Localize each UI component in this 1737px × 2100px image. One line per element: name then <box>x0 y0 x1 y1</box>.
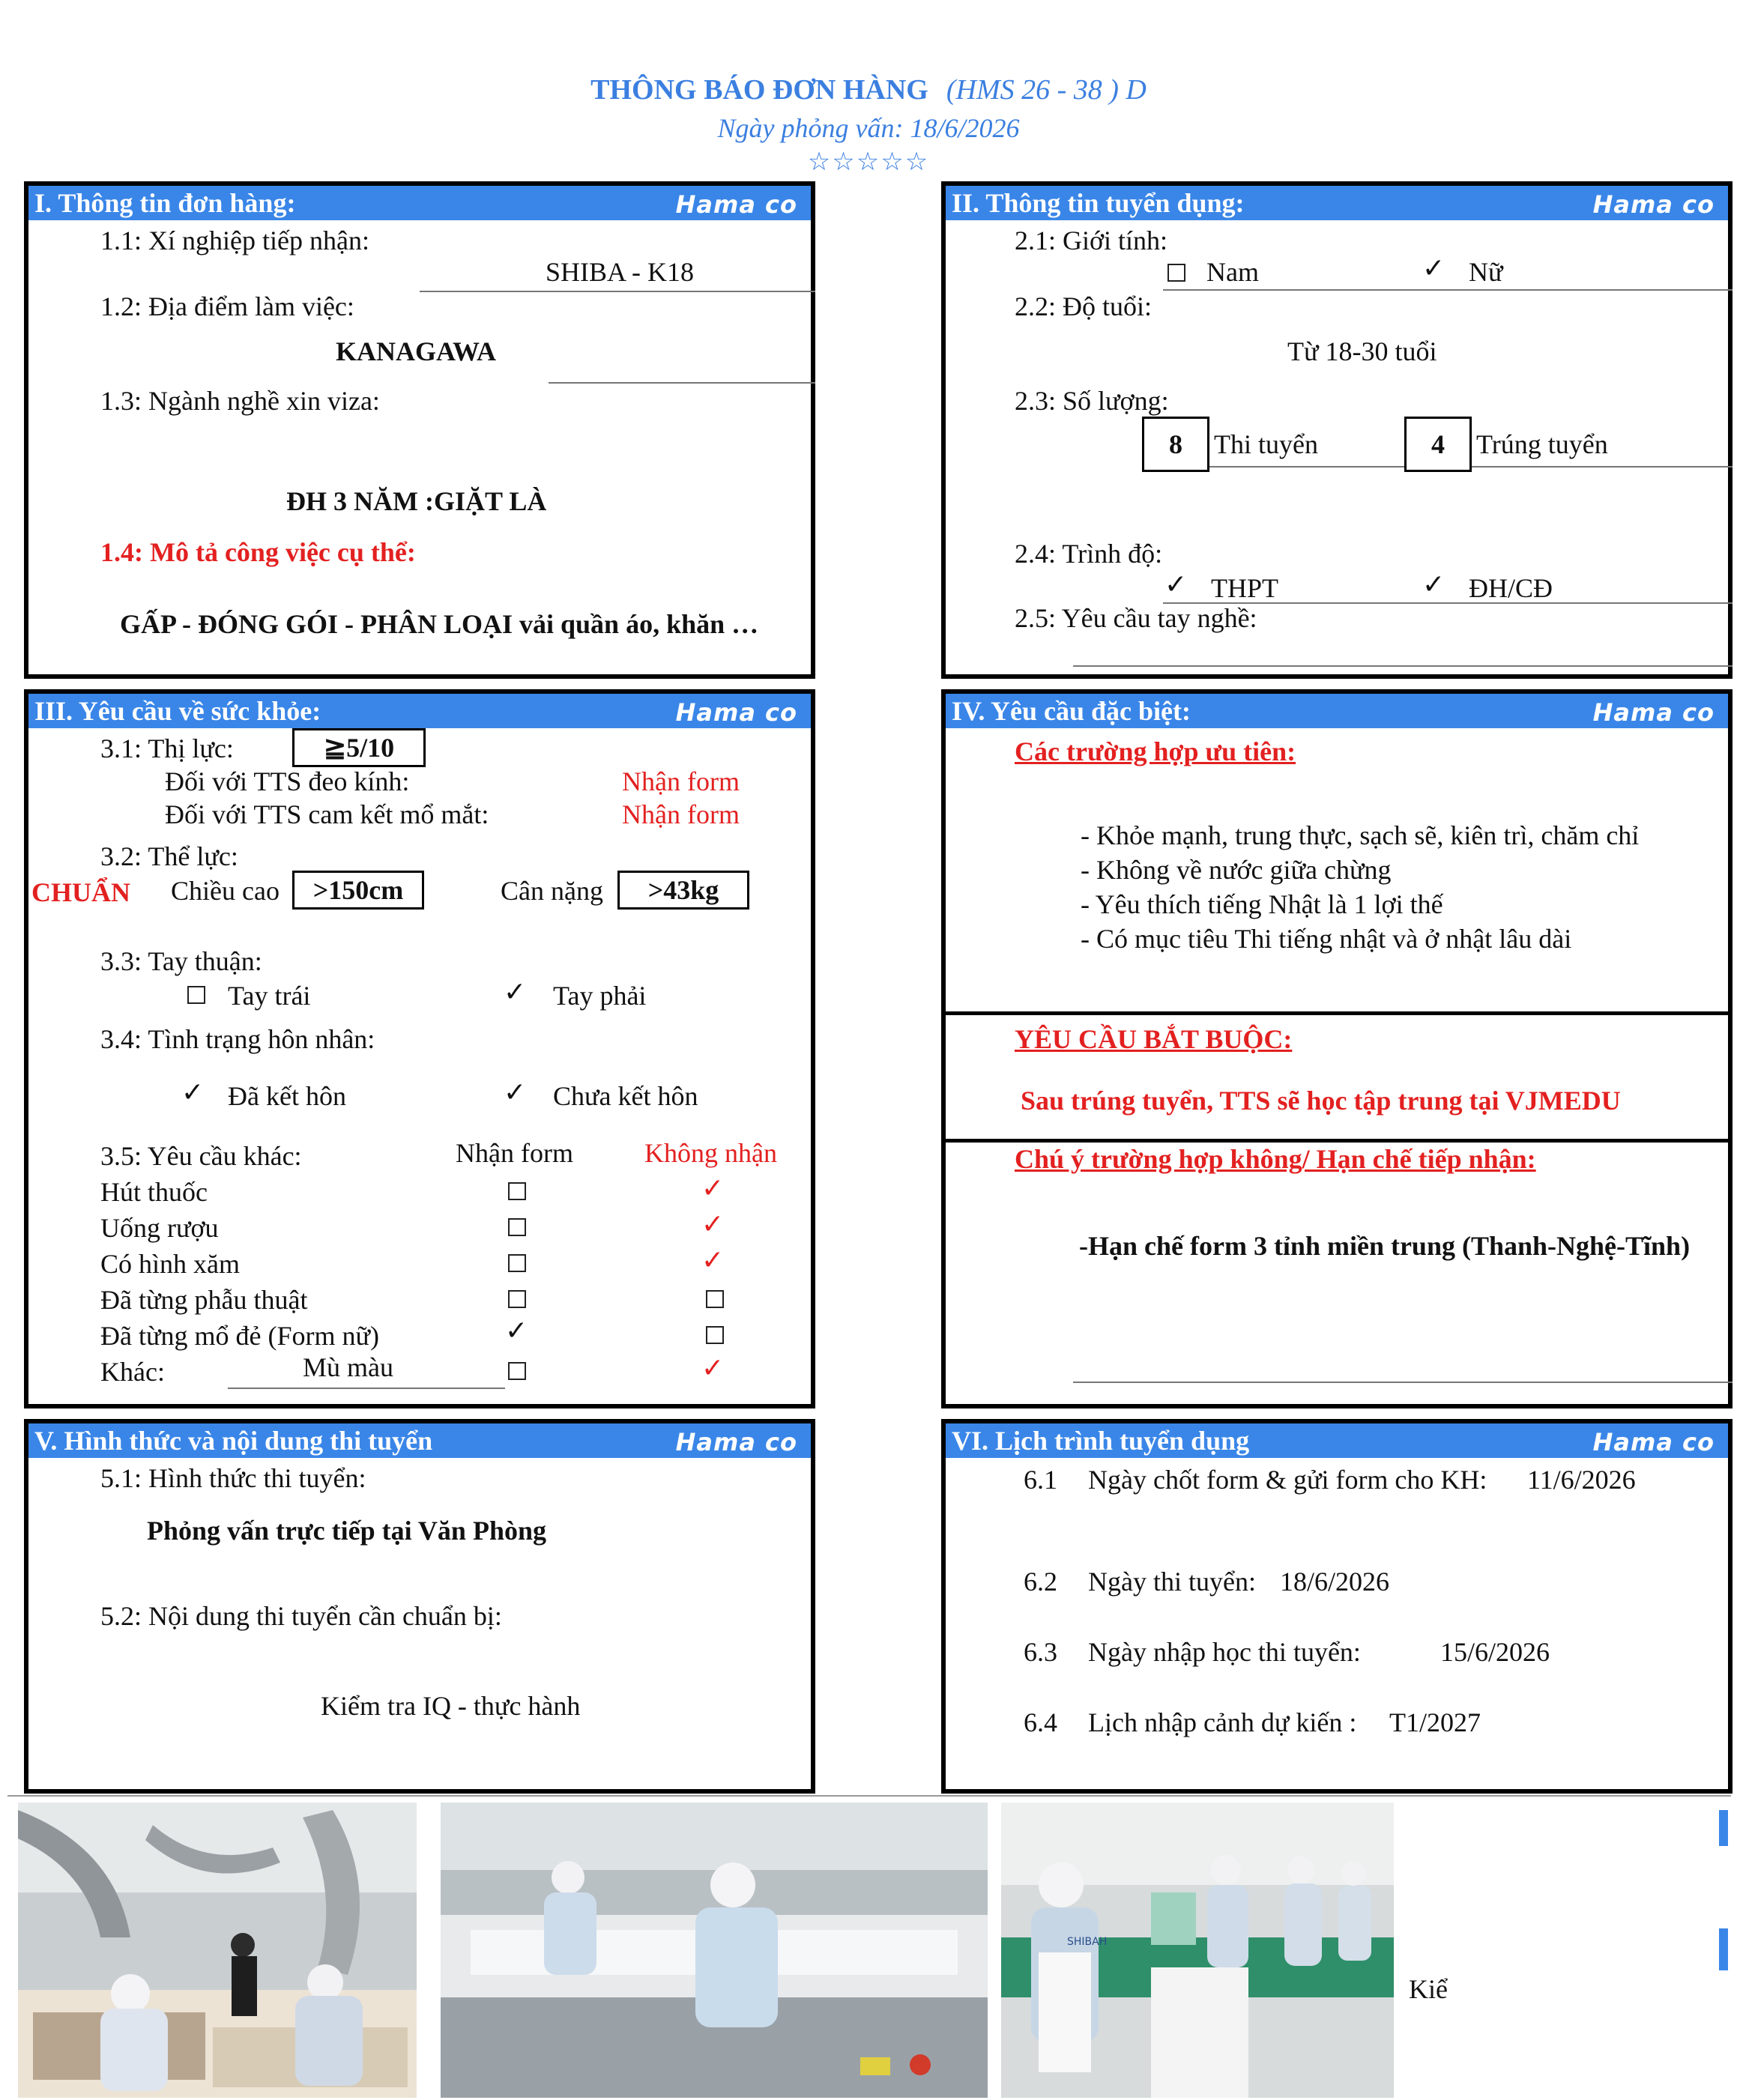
pass-label: Trúng tuyển <box>1476 429 1608 459</box>
priority-heading: Các trường hợp ưu tiên: <box>1015 736 1296 766</box>
underline <box>1209 466 1404 467</box>
checkbox-accept[interactable] <box>508 1362 526 1380</box>
check-icon[interactable]: ✓ <box>701 1245 725 1276</box>
section-title: I. Thông tin đơn hàng: <box>34 188 296 218</box>
weight-box: >43kg <box>617 871 749 910</box>
label-1-1: 1.1: Xí nghiệp tiếp nhận: <box>100 226 369 255</box>
shirt-badge: SHIBAH <box>1067 1936 1108 1948</box>
check-icon[interactable]: ✓ <box>1422 569 1446 600</box>
hamaco-logo: Hama co <box>1592 698 1715 727</box>
mandatory-heading: YÊU CẦU BẮT BUỘC: <box>1015 1024 1293 1054</box>
factory-photo-2 <box>441 1803 988 2098</box>
mandatory-value: Sau trúng tuyển, TTS sẽ học tập trung tại VJMEDU <box>1021 1086 1621 1116</box>
eye-surgery-value: Nhận form <box>622 799 740 829</box>
underline <box>228 1388 505 1389</box>
weight-label: Cân nặng <box>501 876 603 906</box>
company-value: SHIBA - K18 <box>546 257 695 287</box>
left-hand-label: Tay trái <box>228 981 311 1011</box>
row-label: Ngày nhập học thi tuyển: <box>1088 1637 1361 1667</box>
standard-label: CHUẨN <box>31 877 130 907</box>
underline <box>1163 289 1733 291</box>
check-icon[interactable]: ✓ <box>505 1316 528 1346</box>
label-3-4: 3.4: Tình trạng hôn nhân: <box>100 1024 375 1054</box>
label-1-2: 1.2: Địa điểm làm việc: <box>100 291 354 321</box>
row-label: Ngày chốt form & gửi form cho KH: <box>1088 1465 1487 1495</box>
row-label: Đã từng phẫu thuật <box>100 1285 308 1315</box>
section-header <box>28 1423 811 1458</box>
label-3-1: 3.1: Thị lực: <box>100 733 234 763</box>
section-header <box>946 186 1728 220</box>
label-3-5: 3.5: Yêu cầu khác: <box>100 1141 302 1171</box>
label-2-3: 2.3: Số lượng: <box>1015 386 1169 416</box>
label-5-1: 5.1: Hình thức thi tuyển: <box>100 1463 366 1493</box>
checkbox-left-hand[interactable] <box>187 986 205 1004</box>
row-value: 11/6/2026 <box>1527 1465 1636 1495</box>
blue-tab-marker <box>1719 1810 1728 1846</box>
single-label: Chưa kết hôn <box>553 1081 698 1111</box>
location-value: KANAGAWA <box>336 336 497 366</box>
label-1-3: 1.3: Ngành nghề xin viza: <box>100 386 380 416</box>
height-label: Chiều cao <box>171 876 280 906</box>
hamaco-logo: Hama co <box>1592 190 1715 219</box>
check-icon[interactable]: ✓ <box>1422 253 1446 284</box>
section-header <box>946 694 1728 728</box>
col-accept: Nhận form <box>456 1138 573 1168</box>
university-label: ĐH/CĐ <box>1469 573 1553 603</box>
checkbox-male[interactable] <box>1167 264 1185 282</box>
thpt-label: THPT <box>1211 573 1278 603</box>
married-label: Đã kết hôn <box>228 1081 346 1111</box>
label-2-5: 2.5: Yêu cầu tay nghề: <box>1015 603 1257 633</box>
age-value: Từ 18-30 tuổi <box>1287 336 1437 366</box>
underline <box>1472 466 1733 467</box>
section-exam <box>24 1419 815 1794</box>
hamaco-logo: Hama co <box>675 190 797 219</box>
label-2-4: 2.4: Trình độ: <box>1015 539 1163 569</box>
row-label: Khác: <box>100 1357 165 1387</box>
row-number: 6.2 <box>1024 1567 1057 1597</box>
section-special <box>941 689 1733 1408</box>
section-title: VI. Lịch trình tuyển dụng <box>952 1426 1250 1456</box>
vision-box: ≧5/10 <box>292 728 426 767</box>
exam-label: Thi tuyển <box>1214 429 1318 459</box>
section-title: II. Thông tin tuyển dụng: <box>952 188 1245 218</box>
pass-count-box: 4 <box>1404 417 1472 472</box>
blue-tab-marker <box>1719 1928 1728 1970</box>
other-value: Mù màu <box>303 1352 393 1382</box>
row-label: Có hình xăm <box>100 1249 240 1279</box>
underline <box>420 291 815 292</box>
section-health <box>24 689 815 1408</box>
underline <box>549 382 815 384</box>
underline <box>1073 1382 1733 1383</box>
label-3-2: 3.2: Thể lực: <box>100 841 238 871</box>
underline <box>1073 665 1733 667</box>
col-reject: Không nhận <box>644 1138 777 1168</box>
row-label: Lịch nhập cảnh dự kiến : <box>1088 1707 1357 1737</box>
divider <box>946 1139 1728 1143</box>
section-header <box>28 186 811 220</box>
priority-item: - Không về nước giữa chừng <box>1081 855 1392 885</box>
hamaco-logo: Hama co <box>1592 1428 1715 1456</box>
female-label: Nữ <box>1469 257 1503 287</box>
check-icon[interactable]: ✓ <box>701 1353 725 1384</box>
label-3-3: 3.3: Tay thuận: <box>100 946 262 976</box>
priority-item: - Yêu thích tiếng Nhật là 1 lợi thế <box>1081 889 1443 919</box>
checkbox-reject[interactable] <box>706 1290 724 1308</box>
eye-surgery-label: Đối với TTS cam kết mổ mắt: <box>165 799 489 829</box>
male-label: Nam <box>1206 257 1259 287</box>
interview-date: Ngày phỏng vấn: 18/6/2026 <box>717 113 1020 143</box>
stray-text: Kiể <box>1409 1974 1448 2004</box>
checkbox-accept[interactable] <box>508 1290 526 1308</box>
exam-count-box: 8 <box>1142 417 1209 472</box>
row-label: Ngày thi tuyển: <box>1088 1567 1256 1597</box>
row-value: 15/6/2026 <box>1440 1637 1550 1667</box>
title-text: THÔNG BÁO ĐƠN HÀNG <box>590 74 928 106</box>
hamaco-logo: Hama co <box>675 1428 797 1456</box>
glasses-label: Đối với TTS đeo kính: <box>165 766 410 796</box>
row-number: 6.4 <box>1024 1707 1057 1737</box>
check-icon[interactable]: ✓ <box>701 1209 725 1240</box>
bottom-divider <box>7 1795 1731 1797</box>
priority-item: - Có mục tiêu Thi tiếng nhật và ở nhật lâu dài <box>1081 924 1572 954</box>
row-label: Uống rượu <box>100 1213 219 1243</box>
factory-photo-3 <box>1001 1803 1394 2098</box>
visa-value: ĐH 3 NĂM :GIẶT LÀ <box>286 486 547 516</box>
priority-item: - Khỏe mạnh, trung thực, sạch sẽ, kiên trì, chăm chỉ <box>1081 820 1640 850</box>
section-title: III. Yêu cầu về sức khỏe: <box>34 696 321 726</box>
hamaco-logo: Hama co <box>675 698 797 727</box>
row-value: T1/2027 <box>1389 1707 1481 1737</box>
check-icon[interactable]: ✓ <box>181 1077 205 1108</box>
row-label: Hút thuốc <box>100 1177 208 1207</box>
restriction-heading: Chú ý trường hợp không/ Hạn chế tiếp nhận: <box>1015 1144 1536 1174</box>
label-5-2: 5.2: Nội dung thi tuyển cần chuẩn bị: <box>100 1601 502 1631</box>
divider <box>946 1011 1728 1015</box>
check-icon[interactable]: ✓ <box>504 977 527 1008</box>
job-desc-value: GẤP - ĐÓNG GÓI - PHÂN LOẠI vải quần áo, khăn … <box>120 609 759 639</box>
check-icon[interactable]: ✓ <box>1164 569 1188 600</box>
label-2-1: 2.1: Giới tính: <box>1015 226 1168 255</box>
section-header <box>946 1423 1728 1458</box>
factory-photo-1 <box>18 1803 417 2098</box>
exam-form-value: Phỏng vấn trực tiếp tại Văn Phòng <box>147 1516 546 1546</box>
row-number: 6.1 <box>1024 1465 1057 1495</box>
label-2-2: 2.2: Độ tuổi: <box>1015 291 1153 321</box>
checkbox-accept[interactable] <box>508 1218 526 1236</box>
right-hand-label: Tay phải <box>553 981 647 1011</box>
section-header <box>28 694 811 728</box>
glasses-value: Nhận form <box>622 766 740 796</box>
restriction-value: -Hạn chế form 3 tỉnh miền trung (Thanh-Nghệ-Tĩnh) <box>1079 1231 1691 1261</box>
order-code: (HMS 26 - 38 ) D <box>946 74 1147 106</box>
section-order-info <box>24 181 815 679</box>
row-number: 6.3 <box>1024 1637 1057 1667</box>
height-box: >150cm <box>292 871 424 910</box>
checkbox-accept[interactable] <box>508 1182 526 1200</box>
rating-stars: ☆☆☆☆☆ <box>807 148 930 176</box>
section-title: IV. Yêu cầu đặc biệt: <box>952 696 1191 726</box>
checkbox-accept[interactable] <box>508 1254 526 1272</box>
check-icon[interactable]: ✓ <box>701 1173 725 1204</box>
row-value: 18/6/2026 <box>1280 1567 1390 1597</box>
row-label: Đã từng mổ đẻ (Form nữ) <box>100 1321 379 1351</box>
section-title: V. Hình thức và nội dung thi tuyển <box>34 1426 433 1456</box>
section-schedule <box>941 1419 1733 1794</box>
order-title <box>0 73 1737 106</box>
check-icon[interactable]: ✓ <box>504 1077 527 1108</box>
label-1-4: 1.4: Mô tả công việc cụ thể: <box>100 537 416 567</box>
exam-content-value: Kiểm tra IQ - thực hành <box>321 1691 581 1721</box>
checkbox-reject[interactable] <box>706 1326 724 1344</box>
section-recruit-info <box>941 181 1733 679</box>
